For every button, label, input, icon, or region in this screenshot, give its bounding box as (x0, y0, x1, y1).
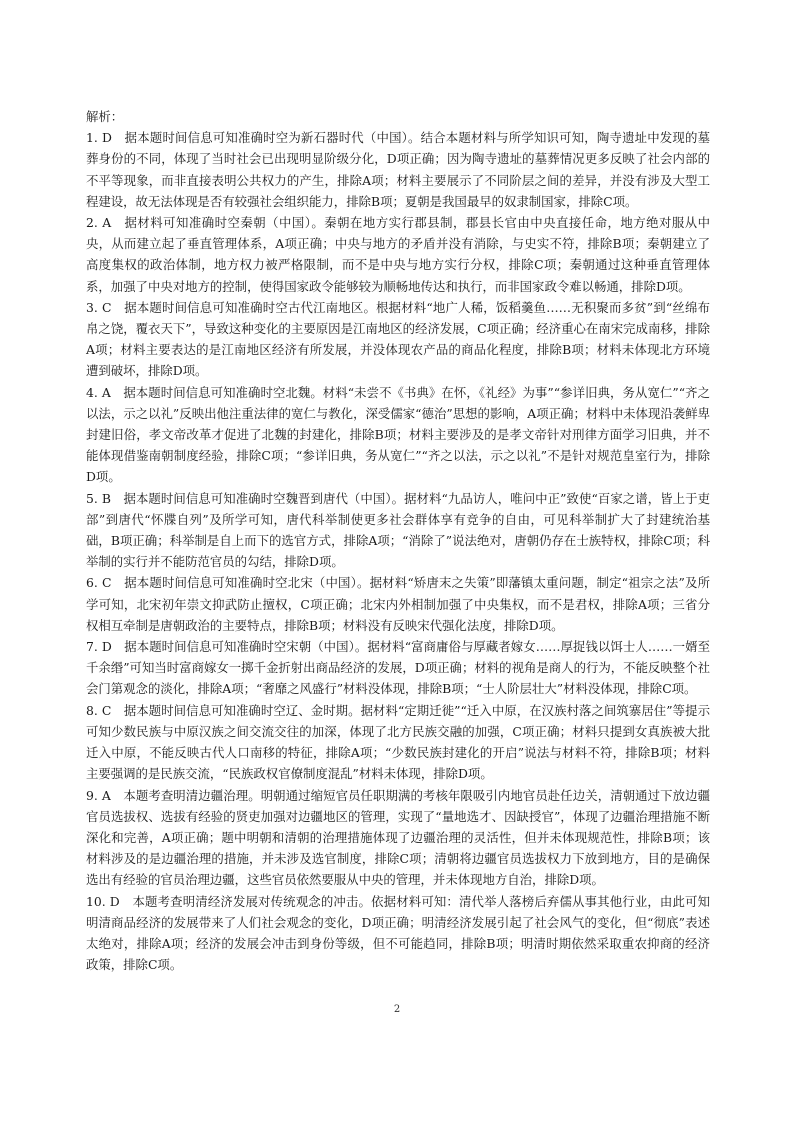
answer-6: 6. C 据本题时间信息可知准确时空北宋（中国）。据材料“矫唐末之失策”即藩镇太重问题，制定“祖宗之法”及所学可知，北宋初年崇文抑武防止擅权，C项正确；北宋内外相制加强了中央集权，而不是君权，排除A项；三省分权相互牵制是唐朝政治的主要特点，排除B项；材料没有反映宋代强化法度，排除D项。 (86, 575, 710, 633)
answer-8: 8. C 据本题时间信息可知准确时空辽、金时期。据材料“定期迁徙”“迁入中原，在汉族村落之间筑寨居住”等提示可知少数民族与中原汉族之间交流交往的加深，体现了北方民族交融的加强，C项正确；材料只提到女真族被大批迁入中原，不能反映古代人口南移的特征，排除A项；“少数民族封建化的开启”说法与材料不符，排除B项；材料主要强调的是民族交流，“民族政权官僚制度混乱”材料未体现，排除D项。 (86, 702, 710, 782)
page-number: 2 (393, 1004, 401, 1015)
answer-7: 7. D 据本题时间信息可知准确时空宋朝（中国）。据材料“富商庸俗与厚藏者嫁女……厚捉钱以饵士人……一婿至千余缗”可知当时富商嫁女一掷千金折射出商品经济的发展，D项正确；材料的视角是商人的行为，不能反映整个社会门第观念的淡化，排除A项；“奢靡之风盛行”材料没体现，排除B项；“士人阶层壮大”材料没体现，排除C项。 (86, 639, 710, 697)
answer-9: 9. A 本题考查明清边疆治理。明朝通过缩短官员任职期满的考核年限吸引内地官员赴任边关，清朝通过下放边疆官员选拔权、选拔有经验的贤吏加强对边疆地区的管理，实现了“量地选才、因缺授官”，体现了边疆治理措施不断深化和完善，A项正确；题中明朝和清朝的治理措施体现了边疆治理的灵活性，但并未体现规范性，排除B项；该材料涉及的是边疆治理的措施，并未涉及选官制度，排除C项；清朝将边疆官员选拔权力下放到地方，目的是确保选出有经验的官员治理边疆，这些官员依然要服从中央的管理，并未体现地方自治，排除D项。 (86, 787, 710, 888)
answer-5: 5. B 据本题时间信息可知准确时空魏晋到唐代（中国）。据材料“九品访人，唯问中正”致使“百家之谱，皆上于吏部”到唐代“怀牒自列”及所学可知，唐代科举制使更多社会群体享有竞争的自由，可见科举制扩大了封建统治基础，B项正确；科举制是自上而下的选官方式，排除A项；“消除了”说法绝对，唐朝仍存在士族特权，排除C项；科举制的实行并不能防范官员的勾结，排除D项。 (86, 490, 710, 570)
answer-4: 4. A 据本题时间信息可知准确时空北魏。材料“未尝不《书典》在怀，《礼经》为事”“参详旧典，务从宽仁”“齐之以法，示之以礼”反映出他注重法律的宽仁与教化，深受儒家“德治”思想的影响，A项正确；材料中未体现沿袭鲜卑封建旧俗，孝文帝改革才促进了北魏的封建化，排除B项；材料主要涉及的是孝文帝针对刑律方面学习旧典，并不能体现借鉴南朝制度经验，排除C项；“参详旧典，务从宽仁”“齐之以法，示之以礼”不是针对规范皇室行为，排除D项。 (86, 384, 710, 485)
answer-analysis (86, 106, 710, 975)
answer-2: 2. A 据材料可知准确时空秦朝（中国）。秦朝在地方实行郡县制，郡县长官由中央直接任命，地方绝对服从中央，从而建立起了垂直管理体系，A项正确；中央与地方的矛盾并没有消除，与史实不符，排除B项；秦朝建立了高度集权的政治体制，地方权力被严格限制，而不是中央与地方实行分权，排除C项；秦朝通过这种垂直管理体系，加强了中央对地方的控制，使得国家政令能够较为顺畅地传达和执行，而非国家政令难以畅通，排除D项。 (86, 215, 710, 294)
answer-10: 10. D 本题考查明清经济发展对传统观念的冲击。依据材料可知：清代举人落榜后弃儒从事其他行业，由此可知明清商品经济的发展带来了人们社会观念的变化，D项正确；明清经济发展引起了社会风气的变化，但“彻底”表述太绝对，排除A项；经济的发展会冲击到身份等级，但不可能趋同，排除B项；明清时期依然采取重农抑商的经济政策，排除C项。 (86, 893, 710, 973)
section-heading: 解析： (86, 109, 124, 124)
answer-1: 1. D 据本题时间信息可知准确时空为新石器时代（中国）。结合本题材料与所学知识可知，陶寺遗址中发现的墓葬身份的不同，体现了当时社会已出现明显阶级分化，D项正确；因为陶寺遗址的墓葬情况更多反映了社会内部的不平等现象，而非直接表明公共权力的产生，排除A项；材料主要展示了不同阶层之间的差异，并没有涉及大型工程建设，故无法体现是否有较强社会组织能力，排除B项；夏朝是我国最早的奴隶制国家，排除C项。 (86, 130, 710, 209)
answer-3: 3. C 据本题时间信息可知准确时空古代江南地区。根据材料“地广人稀，饭稻羹鱼……无积聚而多贫”到“丝绵布帛之饶，覆衣天下”，导致这种变化的主要原因是江南地区的经济发展，C项正确；经济重心在南宋完成南移，排除A项；材料主要表达的是江南地区经济有所发展，并没体现农产品的商品化程度，排除B项；材料未体现北方环境遭到破坏，排除D项。 (86, 299, 710, 379)
